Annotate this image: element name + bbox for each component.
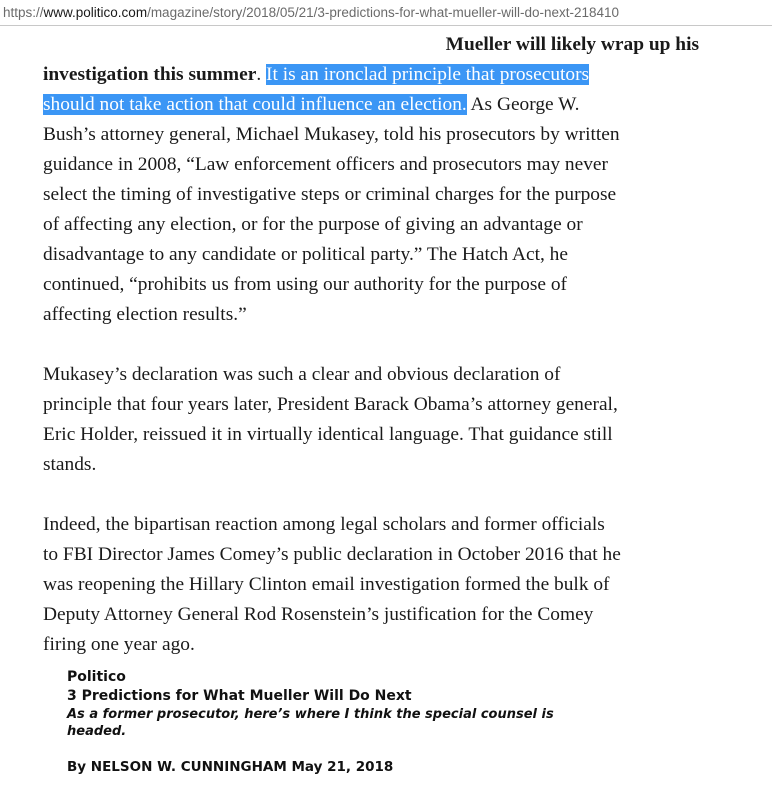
paragraph-line: to FBI Director James Comey’s public declaration in October 2016 that he bbox=[43, 544, 621, 565]
caption-dek-line-2: headed. bbox=[67, 724, 127, 739]
address-bar[interactable] bbox=[0, 0, 772, 26]
caption-byline: By NELSON W. CUNNINGHAM May 21, 2018 bbox=[67, 759, 394, 775]
lead-line-1: Mueller will likely wrap up his bbox=[445, 34, 699, 55]
article-paragraph-1 bbox=[43, 30, 708, 330]
paragraph-line-tail: As George W. bbox=[466, 94, 580, 115]
paragraph-line: stands. bbox=[43, 454, 97, 475]
lead-punct: . bbox=[256, 64, 267, 85]
lead-line-2 bbox=[43, 60, 708, 90]
paragraph-line: disadvantage to any candidate or political party.” The Hatch Act, he bbox=[43, 244, 568, 265]
paragraph-line: affecting election results.” bbox=[43, 304, 247, 325]
paragraph-line: Deputy Attorney General Rod Rosenstein’s justification for the Comey bbox=[43, 604, 594, 625]
url-host: www.politico.com bbox=[43, 5, 148, 20]
caption-dek-line-1: As a former prosecutor, here’s where I think the special counsel is bbox=[67, 707, 554, 722]
selected-text-line-1[interactable]: It is an ironclad principle that prosecutors bbox=[266, 64, 590, 85]
selected-text-line-2[interactable]: should not take action that could influence an election. bbox=[43, 94, 467, 115]
article-paragraph-2 bbox=[43, 360, 708, 480]
url-scheme: https:// bbox=[3, 5, 44, 20]
source-caption bbox=[67, 668, 627, 777]
article-body bbox=[43, 30, 708, 660]
paragraph-line: was reopening the Hillary Clinton email investigation formed the bulk of bbox=[43, 574, 610, 595]
caption-title: 3 Predictions for What Mueller Will Do Next bbox=[67, 688, 412, 704]
caption-source: Politico bbox=[67, 669, 126, 685]
paragraph-line: principle that four years later, President Barack Obama’s attorney general, bbox=[43, 394, 618, 415]
paragraph-line: Indeed, the bipartisan reaction among legal scholars and former officials bbox=[43, 514, 605, 535]
article-paragraph-3 bbox=[43, 510, 708, 660]
paragraph-line: select the timing of investigative steps or criminal charges for the purpose bbox=[43, 184, 617, 205]
paragraph-line: guidance in 2008, “Law enforcement officers and prosecutors may never bbox=[43, 154, 608, 175]
paragraph-line bbox=[43, 90, 708, 120]
paragraph-line: Bush’s attorney general, Michael Mukasey, told his prosecutors by written bbox=[43, 124, 620, 145]
paragraph-line: of affecting any election, or for the purpose of giving an advantage or bbox=[43, 214, 583, 235]
paragraph-line: Mukasey’s declaration was such a clear and obvious declaration of bbox=[43, 364, 561, 385]
lead-text: investigation this summer bbox=[43, 64, 257, 85]
paragraph-line: firing one year ago. bbox=[43, 634, 195, 655]
paragraph-line: continued, “prohibits us from using our authority for the purpose of bbox=[43, 274, 567, 295]
paragraph-line: Eric Holder, reissued it in virtually identical language. That guidance still bbox=[43, 424, 613, 445]
url-path: /magazine/story/2018/05/21/3-predictions-for-what-mueller-will-do-next-218410 bbox=[147, 5, 620, 20]
